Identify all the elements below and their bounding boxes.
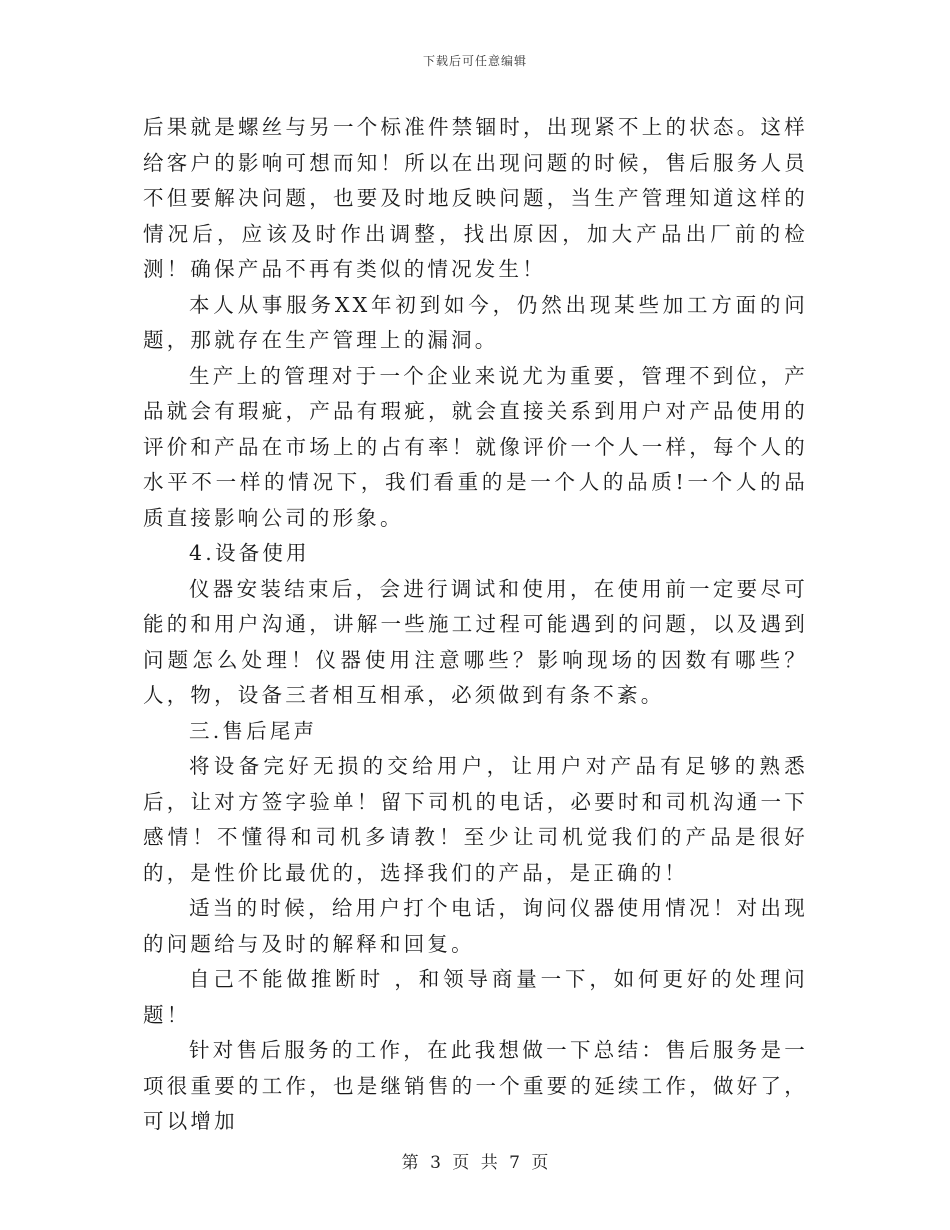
paragraph: 针对售后服务的工作，在此我想做一下总结：售后服务是一项很重要的工作，也是继销售的一个重要的延续工作，做好了，可以增加 [143, 1038, 808, 1133]
paragraph: 将设备完好无损的交给用户，让用户对产品有足够的熟悉后，让对方签字验单！留下司机的电话，必要时和司机沟通一下感情！不懂得和司机多请教！至少让司机觉我们的产品是很好的，是性价比最优的，选择我们的产品，是正确的！ [143, 754, 808, 885]
paragraph: 生产上的管理对于一个企业来说尤为重要，管理不到位，产品就会有瑕疵，产品有瑕疵，就会直接关系到用户对产品使用的评价和产品在市场上的占有率！就像评价一个人一样，每个人的水平不一样的情况下，我们看重的是一个人的品质!一个人的品质直接影响公司的形象。 [143, 363, 808, 530]
page-header-note: 下载后可任意编辑 [422, 54, 527, 68]
section-heading: 4.设备使用 [189, 541, 310, 565]
paragraph: 仪器安装结束后，会进行调试和使用，在使用前一定要尽可能的和用户沟通，讲解一些施工过程可能遇到的问题，以及遇到问题怎么处理！仪器使用注意哪些？影响现场的因数有哪些？ 人，物，设备三者相互相承，必须做到有条不紊。 [143, 576, 808, 707]
paragraph: 本人从事服务XX年初到如今，仍然出现某些加工方面的问题，那就存在生产管理上的漏洞。 [143, 292, 808, 352]
document-body [143, 110, 808, 1140]
page-number: 第 3 页 共 7 页 [401, 1153, 549, 1173]
section-heading: 三.售后尾声 [189, 718, 318, 743]
paragraph-continuation: 后果就是螺丝与另一个标准件禁锢时，出现紧不上的状态。这样给客户的影响可想而知！所以在出现问题的时候，售后服务人员不但要解决问题，也要及时地反映问题，当生产管理知道这样的情况后，应该及时作出调整，找出原因，加大产品出厂前的检测！确保产品不再有类似的情况发生！ [143, 115, 808, 281]
paragraph: 自己不能做推断时 ，和领导商量一下，如何更好的处理问题！ [143, 967, 808, 1027]
paragraph: 适当的时候，给用户打个电话，询问仪器使用情况！对出现的问题给与及时的解释和回复。 [143, 896, 808, 956]
